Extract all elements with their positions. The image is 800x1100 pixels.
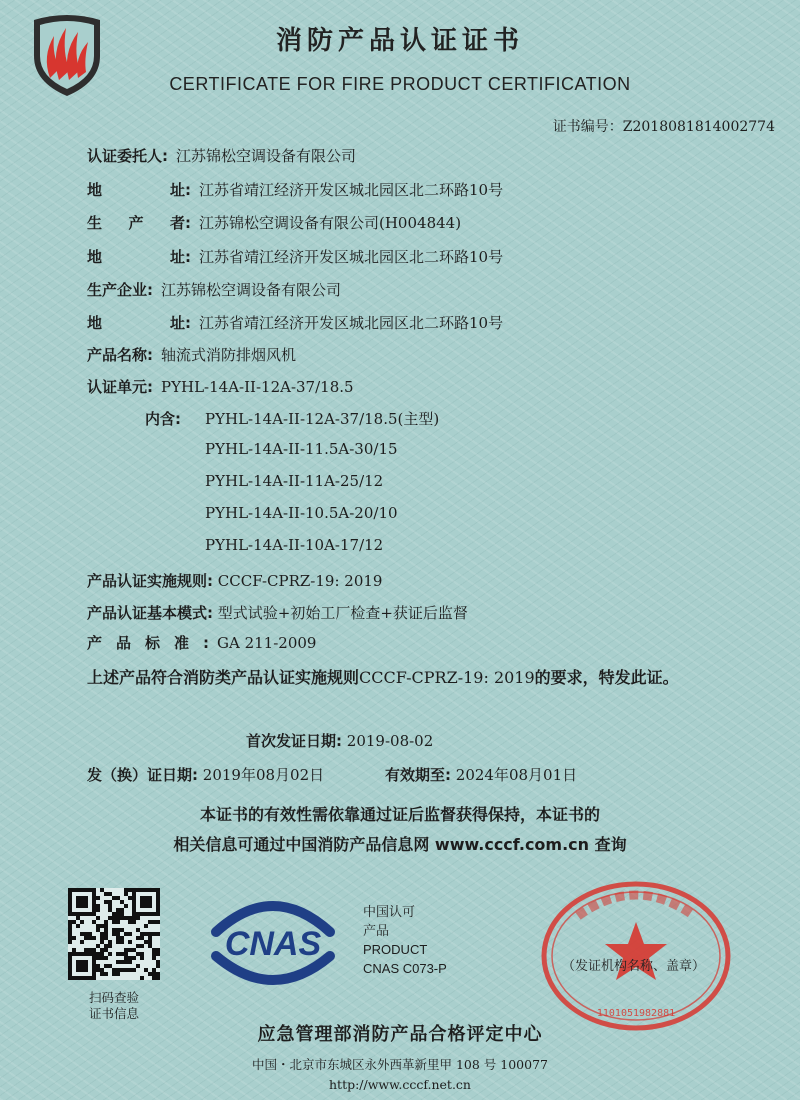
included-model: PYHL-14A-II-11A-25/12 [205, 472, 384, 490]
field-cert-unit: 认证单元: PYHL-14A-II-12A-37/18.5 [87, 378, 354, 396]
field-cert-mode [87, 602, 468, 623]
field-product-standard: 产品标准: GA 211-2009 [87, 634, 317, 652]
field-label: 认证委托人 [87, 147, 163, 165]
authority-website: http://www.cccf.net.cn [329, 1077, 471, 1092]
certificate-number-label: 证书编号： [552, 119, 623, 135]
field-value: 型式试验+初始工厂检查+获证后监督 [217, 604, 468, 622]
field-label: 地址 [87, 181, 185, 199]
issuing-authority: 应急管理部消防产品合格评定中心 [257, 1024, 543, 1045]
field-label: 生产者 [87, 214, 185, 232]
valid-until-date: 有效期至: 2024年08月01日 [385, 766, 578, 784]
field-client: 认证委托人: 江苏锦松空调设备有限公司 [87, 147, 357, 165]
field-value: PYHL-14A-II-12A-37/18.5 [161, 378, 354, 396]
certificate-number [430, 116, 775, 136]
field-manufacturer-address: 地址: 江苏省靖江经济开发区城北园区北二环路10号 [87, 314, 504, 332]
certificate-title-cn: 消防产品认证证书 [275, 26, 524, 56]
field-label: 地址 [87, 248, 185, 266]
certificate-title-en: CERTIFICATE FOR FIRE PRODUCT CERTIFICATION [169, 74, 631, 94]
field-value: 轴流式消防排烟风机 [161, 346, 297, 364]
conformity-statement: 上述产品符合消防类产品认证实施规则CCCF-CPRZ-19: 2019的要求，特发此证。 [87, 668, 679, 687]
cnas-logo-text: CNAS [224, 925, 322, 963]
cnas-logo-icon [198, 886, 348, 996]
included-model: PYHL-14A-II-10A-17/12 [205, 536, 384, 554]
field-value: GA 211-2009 [217, 634, 317, 652]
field-value: CCCF-CPRZ-19: 2019 [217, 572, 383, 590]
field-manufacturer: 生产企业: 江苏锦松空调设备有限公司 [87, 281, 342, 299]
cnas-accreditation-text: 中国认可 产品 PRODUCT CNAS C073-P [363, 904, 447, 976]
field-producer-address: 地址: 江苏省靖江经济开发区城北园区北二环路10号 [87, 248, 504, 266]
field-label: 地址 [87, 314, 185, 332]
field-label: 产品认证实施规则: [87, 572, 213, 590]
field-client-address: 地址: 江苏省靖江经济开发区城北园区北二环路10号 [87, 181, 504, 199]
notice-line: 本证书的有效性需依靠通过证后监督获得保持，本证书的 [199, 805, 600, 824]
field-value: 江苏省靖江经济开发区城北园区北二环路10号 [199, 314, 504, 332]
certificate-number-value: Z2018081814002774 [622, 119, 775, 135]
included-model: PYHL-14A-II-12A-37/18.5(主型) [205, 410, 440, 428]
field-label: 产品名称 [87, 346, 148, 364]
first-issue-date: 首次发证日期: 2019-08-02 [246, 732, 434, 750]
issue-date: 发（换）证日期: 2019年08月02日 [87, 766, 325, 784]
field-value: 江苏锦松空调设备有限公司 [161, 281, 342, 299]
seal-label: （发证机构名称、盖章） [562, 959, 706, 974]
field-value: 江苏锦松空调设备有限公司 [176, 147, 357, 165]
included-model: PYHL-14A-II-10.5A-20/10 [205, 504, 398, 522]
field-value: 江苏锦松空调设备有限公司(H004844) [199, 214, 462, 232]
field-label: 认证单元 [87, 378, 148, 396]
validity-notice [0, 800, 800, 860]
field-value: 江苏省靖江经济开发区城北园区北二环路10号 [199, 181, 504, 199]
field-label: 生产企业 [87, 281, 148, 299]
field-producer: 生产者: 江苏锦松空调设备有限公司(H004844) [87, 214, 462, 232]
qr-caption: 扫码查验 证书信息 [88, 990, 139, 1021]
field-label: 产品标准 [87, 634, 204, 652]
field-value: 江苏省靖江经济开发区城北园区北二环路10号 [199, 248, 504, 266]
notice-line: 相关信息可通过中国消防产品信息网 www.cccf.com.cn 查询 [173, 835, 627, 854]
field-product-name: 产品名称: 轴流式消防排烟风机 [87, 346, 297, 364]
field-cert-rule [87, 570, 382, 591]
authority-address: 中国・北京市东城区永外西革新里甲 108 号 100077 [252, 1057, 548, 1072]
qr-code-icon [68, 888, 160, 980]
seal-number: 1101051982881 [596, 1008, 676, 1019]
included-model: PYHL-14A-II-11.5A-30/15 [205, 440, 398, 458]
includes-label: 内含: [145, 410, 181, 428]
field-label: 产品认证基本模式: [87, 604, 213, 622]
